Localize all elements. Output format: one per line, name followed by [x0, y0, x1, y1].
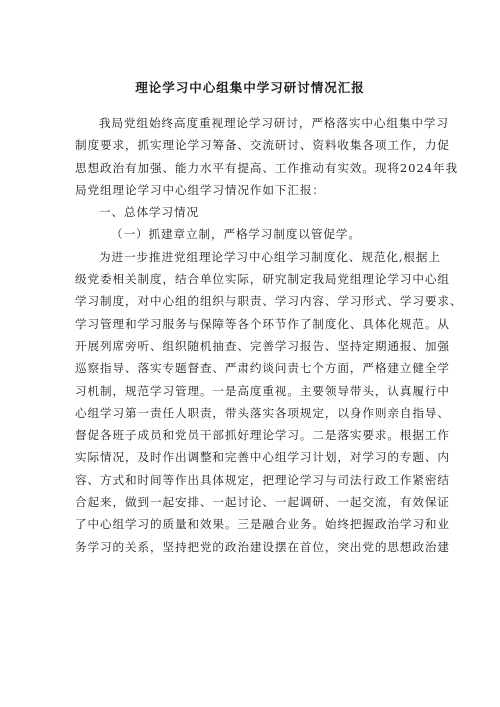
paragraph-line: 为进一步推进党组理论学习中心组学习制度化、规范化,根据上 [99, 249, 441, 264]
paragraph-line: 级党委相关制度，结合单位实际，研究制定我局党组理论学习中心组 [75, 272, 450, 287]
paragraph-line: 思想政治有加强、能力水平有提高、工作推动有实效。现将2024年我 [75, 160, 458, 175]
paragraph-line: 了中心组学习的质量和效果。三是融合业务。始终把握政治学习和业 [75, 517, 450, 532]
paragraph-line: 务学习的关系，坚持把党的政治建设摆在首位，突出党的思想政治建 [75, 539, 450, 554]
paragraph-line: 督促各班子成员和党员干部抓好理论学习。二是落实要求。根据工作 [75, 428, 450, 443]
section-heading: 一、总体学习情况 [99, 205, 199, 220]
paragraph-line: 合起来，做到一起安排、一起讨论、一起调研、一起交流，有效保证 [75, 495, 450, 510]
paragraph-line: 学习管理和学习服务与保障等各个环节作了制度化、具体化规范。从 [75, 316, 450, 331]
document-title: 理论学习中心组集中学习研讨情况汇报 [135, 80, 365, 95]
subsection-heading: （一）抓建章立制，严格学习制度以管促学。 [111, 227, 361, 242]
paragraph-line: 局党组理论学习中心组学习情况作如下汇报： [75, 182, 325, 197]
paragraph-line: 容、方式和时间等作出具体规定，把理论学习与司法行政工作紧密结 [75, 472, 450, 487]
paragraph-line: 我局党组始终高度重视理论学习研讨，严格落实中心组集中学习 [99, 116, 449, 130]
paragraph-line: 开展列席旁听、组织随机抽查、完善学习报告、坚持定期通报、加强 [75, 338, 450, 353]
paragraph-line: 实际情况，及时作出调整和完善中心组学习计划，对学习的专题、内 [75, 450, 450, 465]
paragraph-line: 习机制，规范学习管理。一是高度重视。主要领导带头，认真履行中 [75, 383, 450, 398]
paragraph-line: 制度要求，抓实理论学习筹备、交流研讨、资料收集各项工作，力促 [75, 138, 450, 153]
paragraph-line: 心组学习第一责任人职责，带头落实各项规定，以身作则亲自指导、 [75, 405, 450, 420]
paragraph-line: 学习制度，对中心组的组织与职责、学习内容、学习形式、学习要求、 [75, 294, 463, 309]
paragraph-line: 巡察指导、落实专题督查、严肃约谈问责七个方面，严格建立健全学 [75, 361, 450, 376]
document-body [75, 112, 463, 558]
